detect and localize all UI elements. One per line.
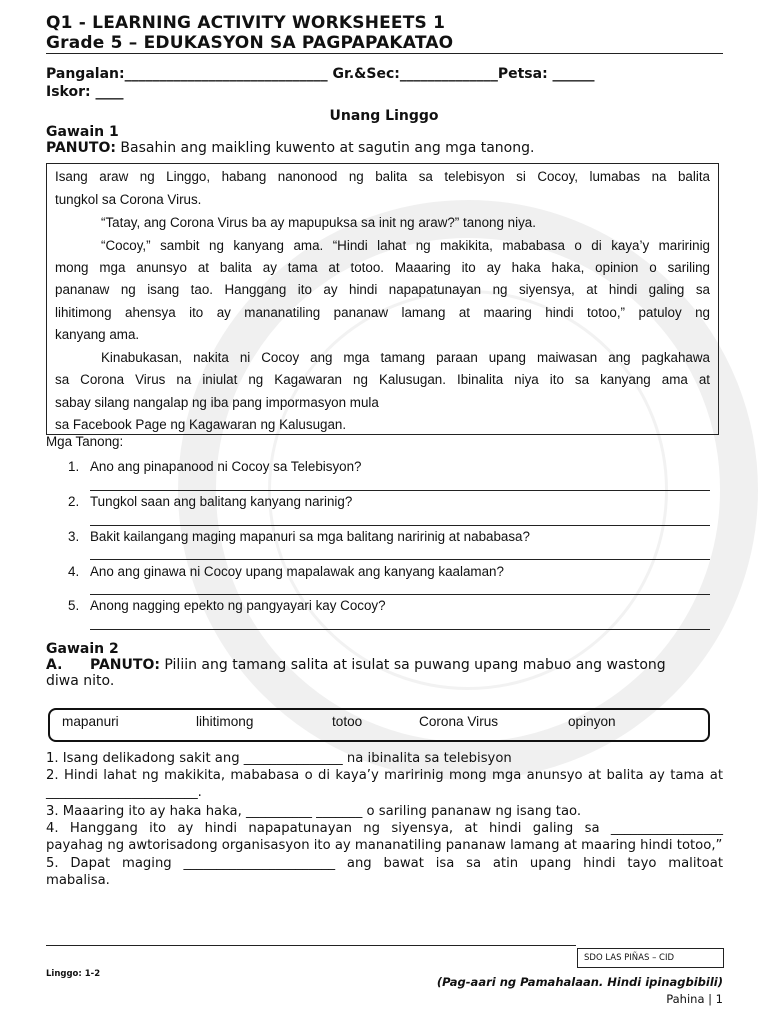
activity2-instruction-cont: diwa nito.	[46, 673, 115, 689]
story-box	[46, 163, 719, 435]
answer-line[interactable]	[90, 629, 710, 630]
question-text: Ano ang pinapanood ni Cocoy sa Telebisyon?	[90, 459, 362, 474]
instruction-label: PANUTO:	[46, 140, 116, 156]
story-line: mong mga anunsyo at balita ay tama at totoo. Maaaring ito ay haka haka, opinion o sariling	[55, 260, 710, 275]
story-line: sabay silang nangalap ng iba pang impormasyon mula	[55, 395, 379, 410]
header-divider	[46, 53, 723, 54]
fill-item-5: 5. Dapat maging _______________________ ang bawat isa sa atin upang hindi tayo malitoat	[46, 856, 723, 871]
fill-item-5-cont: mabalisa.	[46, 873, 110, 888]
word-bank-item: totoo	[332, 714, 363, 729]
instruction-text: Piliin ang tamang salita at isulat sa puwang upang mabuo ang wastong	[159, 657, 666, 673]
answer-line[interactable]	[90, 594, 710, 595]
office-box	[577, 948, 724, 968]
office-label: SDO LAS PIÑAS – CID	[584, 953, 675, 963]
grade-subject-title: Grade 5 – EDUKASYON SA PAGPAPAKATAO	[46, 33, 454, 53]
activity2-title: Gawain 2	[46, 641, 119, 657]
question-number: 4.	[68, 564, 80, 579]
student-info-row: Pangalan:_____________________________ Gr.&Sec:______________Petsa: ______	[46, 66, 595, 82]
story-line: Kinabukasan, nakita ni Cocoy ang mga tamang paraan upang maiwasan ang pagkahawa	[101, 350, 710, 365]
answer-line[interactable]	[90, 490, 710, 491]
story-line: sa Facebook Page ng Kagawaran ng Kalusugan.	[55, 417, 347, 432]
story-line: tungkol sa Corona Virus.	[55, 192, 202, 207]
word-bank-item: Corona Virus	[419, 714, 499, 729]
activity2-instruction	[46, 657, 666, 673]
worksheet-title: Q1 - LEARNING ACTIVITY WORKSHEETS 1	[46, 13, 446, 33]
question-number: 1.	[68, 459, 80, 474]
story-line: kanyang ama.	[55, 327, 140, 342]
fill-item-3: 3. Maaaring ito ay haka haka, __________ _______ o sariling pananaw ng isang tao.	[46, 804, 582, 819]
ownership-note: (Pag-aari ng Pamahalaan. Hindi ipinagbibili)	[436, 975, 723, 989]
part-label: A.	[46, 657, 63, 673]
story-line: Isang araw ng Linggo, habang nanonood ng balita sa telebisyon si Cocoy, lumabas na balita	[55, 169, 710, 184]
instruction-text: Basahin ang maikling kuwento at sagutin ang mga tanong.	[115, 140, 535, 156]
fill-item-1: 1. Isang delikadong sakit ang _______________ na ibinalita sa telebisyon	[46, 751, 512, 766]
questions-label: Mga Tanong:	[46, 434, 124, 449]
activity1-title: Gawain 1	[46, 124, 119, 140]
question-number: 5.	[68, 598, 80, 613]
question-number: 3.	[68, 529, 80, 544]
word-bank-item: mapanuri	[62, 714, 119, 729]
fill-item-2: 2. Hindi lahat ng makikita, mababasa o di kaya’y maririnig mong mga anunsyo at balita ay tama at	[46, 768, 723, 783]
score-row: Iskor: ____	[46, 84, 124, 100]
story-line: sa Corona Virus na iniulat ng Kagawaran ng Kalusugan. Ibinalita niya ito sa kanyang ama at	[55, 372, 710, 387]
instruction-label: PANUTO:	[90, 657, 160, 673]
story-line: pananaw ng isang tao. Hanggang ito ay hindi napapatunayan ng siyensya, at hindi galing sa	[55, 282, 710, 297]
word-bank-item: lihitimong	[196, 714, 254, 729]
page-number: Pahina | 1	[666, 992, 723, 1006]
question-text: Bakit kailangang maging mapanuri sa mga balitang naririnig at nababasa?	[90, 529, 530, 544]
question-number: 2.	[68, 494, 80, 509]
fill-item-4: 4. Hanggang ito ay hindi napapatunayan ng siyensya, at hindi galing sa _________________	[46, 821, 723, 836]
activity1-instruction	[46, 140, 534, 156]
footer-divider	[46, 945, 576, 946]
story-line: “Cocoy,” sambit ng kanyang ama. “Hindi lahat ng makikita, mababasa o di kaya’y maririnig	[101, 238, 710, 253]
question-text: Tungkol saan ang balitang kanyang narinig?	[90, 494, 353, 509]
answer-line[interactable]	[90, 525, 710, 526]
week-title: Unang Linggo	[329, 108, 439, 124]
fill-item-2-blank: _______________________.	[46, 785, 202, 800]
fill-item-4-cont: payahag ng awtorisadong organisasyon ito ay mananatiling pananaw lamang at maaring hindi totoo,”	[46, 838, 723, 853]
word-bank-item: opinyon	[568, 714, 616, 729]
question-text: Ano ang ginawa ni Cocoy upang mapalawak ang kanyang kaalaman?	[90, 564, 504, 579]
answer-line[interactable]	[90, 559, 710, 560]
story-line: “Tatay, ang Corona Virus ba ay mapupuksa sa init ng araw?” tanong niya.	[101, 215, 536, 230]
story-line: lihitimong ahensya ito ay mananatiling pananaw lamang at maaring hindi totoo,” patuloy ng	[55, 305, 710, 320]
question-text: Anong nagging epekto ng pangyayari kay Cocoy?	[90, 598, 386, 613]
footer-week: Linggo: 1-2	[46, 969, 101, 979]
